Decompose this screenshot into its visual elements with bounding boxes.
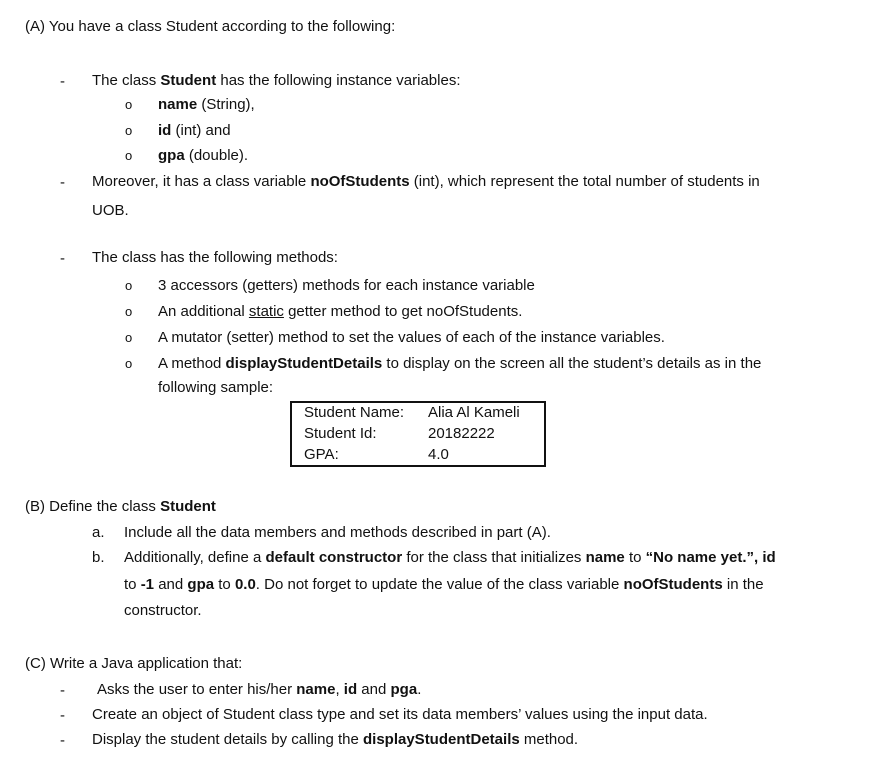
bullet-dash: - (60, 73, 65, 90)
class-var-line-2: UOB. (92, 202, 129, 219)
sample-label: Student Name: (304, 404, 405, 421)
bullet-dash: - (60, 682, 65, 699)
class-var-line: Moreover, it has a class variable noOfStudents (int), which represent the total number of students in (92, 173, 760, 190)
bullet-dash: - (60, 250, 65, 267)
part-a-heading: (A) You have a class Student according to the following: (25, 18, 396, 35)
list-marker: a. (92, 524, 105, 541)
part-c-heading: (C) Write a Java application that: (25, 655, 243, 672)
part-b-item-b-3: constructor. (124, 602, 202, 619)
sample-value: Alia Al Kameli (428, 404, 520, 421)
methods-intro: The class has the following methods: (92, 249, 338, 266)
sample-value: 4.0 (428, 446, 449, 463)
part-b-heading: (B) Define the class Student (25, 498, 216, 515)
instance-vars-line: The class Student has the following instance variables: (92, 72, 461, 89)
sample-output-box (290, 401, 546, 467)
bullet-circle: o (125, 97, 133, 112)
part-b-item-b-2: to -1 and gpa to 0.0. Do not forget to update the value of the class variable noOfStudents in the (124, 576, 764, 593)
bullet-dash: - (60, 707, 65, 724)
var-item-id: id (int) and (158, 122, 231, 139)
method-item-static: An additional static getter method to get noOfStudents. (158, 303, 523, 320)
sample-value: 20182222 (428, 425, 495, 442)
method-item-display: A method displayStudentDetails to display on the screen all the student’s details as in the (158, 355, 762, 372)
var-item-gpa: gpa (double). (158, 147, 249, 164)
bullet-circle: o (125, 278, 133, 293)
sample-label: GPA: (304, 446, 339, 463)
list-marker: b. (92, 549, 105, 566)
part-c-item-2: Create an object of Student class type and set its data members’ values using the input data. (92, 706, 708, 723)
sample-label: Student Id: (304, 425, 377, 442)
method-item-display-2: following sample: (158, 379, 274, 396)
part-b-item-a: Include all the data members and methods described in part (A). (124, 524, 551, 541)
bullet-dash: - (60, 732, 65, 749)
bullet-circle: o (125, 123, 133, 138)
var-item-name: name (String), (158, 96, 255, 113)
bullet-circle: o (125, 356, 133, 371)
method-item-getters: 3 accessors (getters) methods for each instance variable (158, 277, 535, 294)
part-c-item-3: Display the student details by calling the displayStudentDetails method. (92, 731, 579, 748)
bullet-circle: o (125, 148, 133, 163)
method-item-setter: A mutator (setter) method to set the values of each of the instance variables. (158, 329, 665, 346)
bullet-dash: - (60, 174, 65, 191)
bullet-circle: o (125, 330, 133, 345)
part-b-item-b: Additionally, define a default constructor for the class that initializes name to “No name yet.”, id (124, 549, 776, 566)
bullet-circle: o (125, 304, 133, 319)
part-c-item-1: Asks the user to enter his/her name, id and pga. (97, 681, 422, 698)
